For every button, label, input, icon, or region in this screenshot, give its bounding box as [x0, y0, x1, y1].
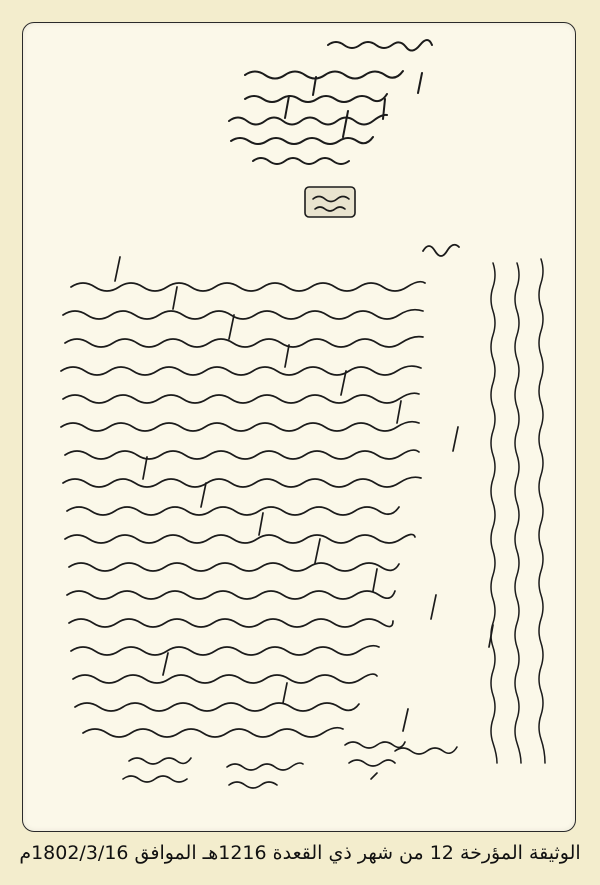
- witness-signatures: [123, 742, 457, 788]
- main-body-lines: [61, 257, 493, 737]
- seal-stamp-icon: [305, 187, 355, 217]
- manuscript-document: [22, 22, 576, 832]
- margin-note: [491, 259, 545, 763]
- document-caption: الوثيقة المؤرخة 12 من شهر ذي القعدة 1216هـ الموافق 1802/3/16م: [19, 842, 581, 864]
- handwritten-text-image: [23, 23, 575, 831]
- header-attestation: [229, 40, 432, 164]
